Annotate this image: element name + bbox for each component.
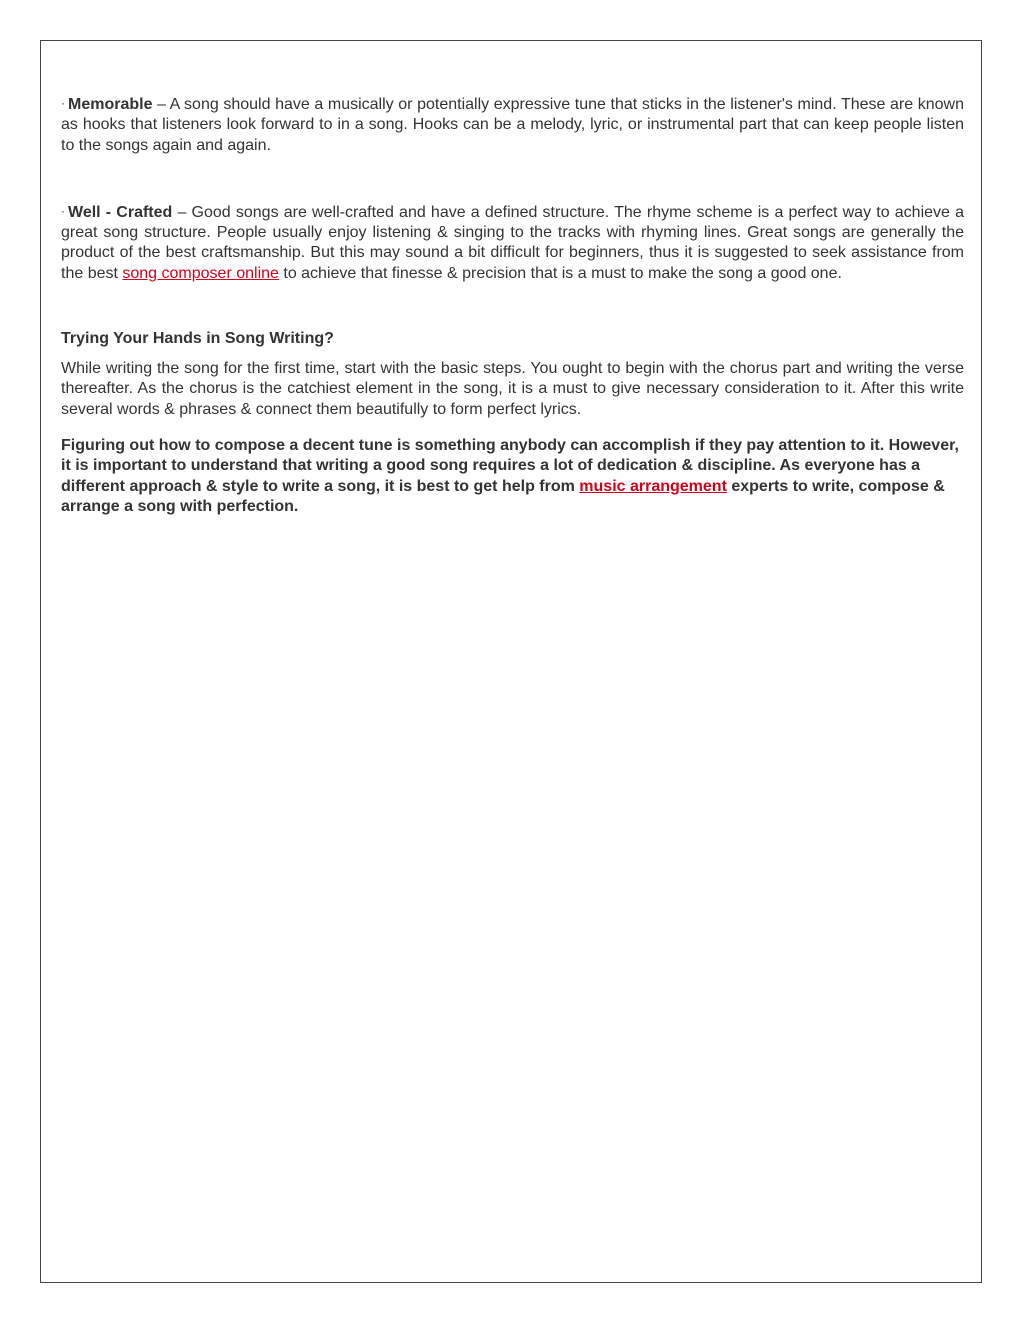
closing-paragraph	[61, 436, 964, 517]
section-heading: Trying Your Hands in Song Writing?	[61, 330, 334, 348]
memorable-term: Memorable	[68, 96, 153, 113]
song-composer-online-link[interactable]: song composer online	[122, 264, 279, 282]
well-crafted-term: Well - Crafted	[68, 203, 173, 221]
well-crafted-text: – Good songs are well-crafted and have a defined structure. The rhyme scheme is a perfect way to achieve a great song structure. People usually enjoy listening & singing to the tracks with rhyming lines. Great songs are generally the product of the best craftsmanship. But this may sound a bit difficult for beginners, thus it is suggested to seek assistance from the best	[61, 203, 964, 282]
well-crafted-paragraph	[61, 201, 964, 284]
bullet-dot: ·	[61, 96, 65, 110]
closing-text-end: experts to write, compose & arrange a song with perfection.	[61, 477, 945, 515]
document-body	[61, 93, 964, 517]
closing-text: Figuring out how to compose a decent tune is something anybody can accomplish if they pay attention to it. However, it is important to understand that writing a good song requires a lot of dedication & discipline. As everyone has a different approach & style to write a song, it is best to get help from	[61, 436, 959, 495]
bullet-dot: ·	[61, 203, 65, 218]
music-arrangement-link[interactable]: music arrangement	[579, 477, 727, 495]
memorable-paragraph	[61, 93, 964, 156]
section-paragraph: While writing the song for the first time, start with the basic steps. You ought to begin with the chorus part and writing the verse thereafter. As the chorus is the catchiest element in the song, it is a must to give necessary consideration to it. After this write several words & phrases & connect them beautifully to form perfect lyrics.	[61, 360, 964, 418]
memorable-text: – A song should have a musically or potentially expressive tune that sticks in the listener's mind. These are known as hooks that listeners look forward to in a song. Hooks can be a melody, lyric, or instrumental part that can keep people listen to the songs again and again.	[61, 96, 964, 154]
well-crafted-text-end: to achieve that finesse & precision that is a must to make the song a good one.	[278, 264, 842, 282]
